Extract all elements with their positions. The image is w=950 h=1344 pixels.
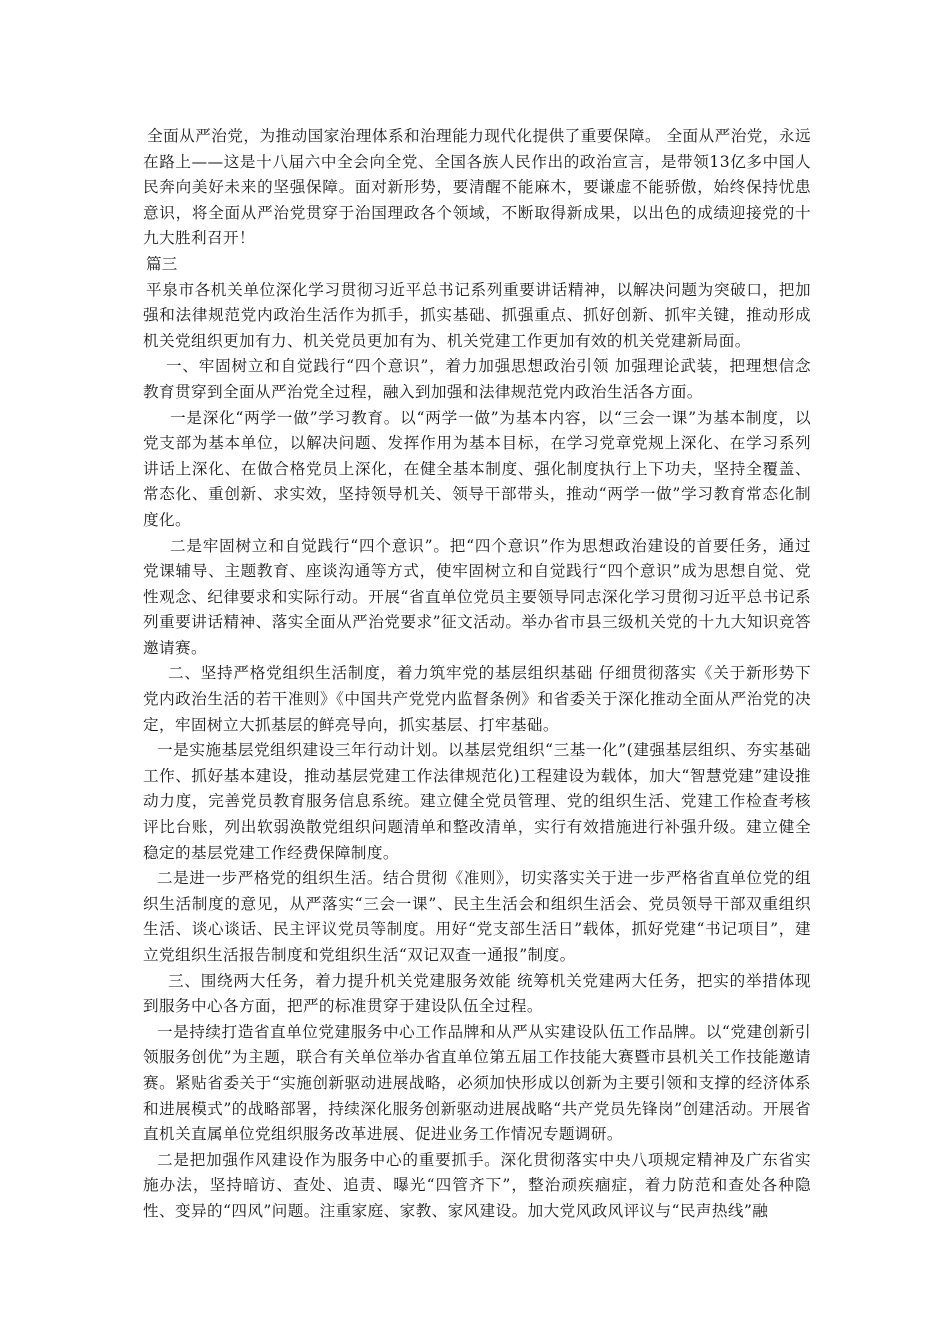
section-heading: 一、牢固树立和自觉践行“四个意识”，着力加强思想政治引领 加强理论武装，把理想信念教育贯穿到全面从严治党全过程，融入到加强和法律规范党内政治生活各方面。 <box>143 357 811 401</box>
paragraph: 平泉市各机关单位深化学习贯彻习近平总书记系列重要讲话精神，以解决问题为突破口，把加强和法律规范党内政治生活作为抓手，抓实基础、抓强重点、抓好创新、抓牢关键，推动形成机关党组织更加有力、机关党员更加有为、机关党建工作更加有效的机关党建新局面。 <box>143 280 811 350</box>
document-body <box>143 124 811 1225</box>
paragraph: 二是进一步严格党的组织生活。结合贯彻《准则》，切实落实关于进一步严格省直单位党的组织生活制度的意见，从严落实“三会一课”、民主生活会和组织生活会、党员领导干部双重组织生活、谈心谈话、民主评议党员等制度。用好“党支部生活日”载体，抓好党建“书记项目”，建立党组织生活报告制度和党组织生活“双记双查一通报”制度。 <box>143 869 811 964</box>
paragraph: 一是实施基层党组织建设三年行动计划。以基层党组织“三基一化”(建强基层组织、夯实基础工作、抓好基本建设，推动基层党建工作法律规范化)工程建设为载体，加大“智慧党建”建设推动力度，完善党员教育服务信息系统。建立健全党员管理、党的组织生活、党建工作检查考核评比台账，列出软弱涣散党组织问题清单和整改清单，实行有效措施进行补强升级。建立健全稳定的基层党建工作经费保障制度。 <box>143 741 811 862</box>
section-heading: 二、坚持严格党组织生活制度，着力筑牢党的基层组织基础 仔细贯彻落实《关于新形势下党内政治生活的若干准则》《中国共产党党内监督条例》和省委关于深化推动全面从严治党的决定，牢固树立大抓基层的鲜亮导向，抓实基层、打牢基础。 <box>143 664 811 734</box>
paragraph: 全面从严治党，为推动国家治理体系和治理能力现代化提供了重要保障。 全面从严治党，永远在路上——这是十八届六中全会向全党、全国各族人民作出的政治宣言，是带领13亿多中国人民奔向美好未来的坚强保障。面对新形势，要清醒不能麻木，要谦虚不能骄傲，始终保持忧患意识，将全面从严治党贯穿于治国理政各个领域，不断取得新成果，以出色的成绩迎接党的十九大胜利召开！ <box>143 127 811 248</box>
paragraph: 二是把加强作风建设作为服务中心的重要抓手。深化贯彻落实中央八项规定精神及广东省实施办法，坚持暗访、查处、追责、曝光“四管齐下”，整治顽疾痼症，着力防范和查处各种隐性、变异的“四风”问题。注重家庭、家教、家风建设。加大党风政风评议与“民声热线”融 <box>143 1150 811 1220</box>
paragraph: 二是牢固树立和自觉践行“四个意识”。把“四个意识”作为思想政治建设的首要任务，通过党课辅导、主题教育、座谈沟通等方式，使牢固树立和自觉践行“四个意识”成为思想自觉、党性观念、纪律要求和实际行动。开展“省直单位党员主要领导同志深化学习贯彻习近平总书记系列重要讲话精神、落实全面从严治党要求”征文活动。举办省市县三级机关党的十九大知识竞答邀请赛。 <box>143 536 811 657</box>
paragraph: 一是持续打造省直单位党建服务中心工作品牌和从严从实建设队伍工作品牌。以“党建创新引领服务创优”为主题，联合有关单位举办省直单位第五届工作技能大赛暨市县机关工作技能邀请赛。紧贴省委关于“实施创新驱动进展战略，必须加快形成以创新为主要引领和支撑的经济体系和进展模式”的战略部署，持续深化服务创新驱动进展战略“共产党员先锋岗”创建活动。开展省直机关直属单位党组织服务改革进展、促进业务工作情况专题调研。 <box>143 1022 811 1144</box>
section-label: 篇三 <box>146 254 178 273</box>
section-heading: 三、围绕两大任务，着力提升机关党建服务效能 统筹机关党建两大任务，把实的举措体现到服务中心各方面，把严的标准贯穿于建设队伍全过程。 <box>143 971 811 1016</box>
paragraph: 一是深化“两学一做”学习教育。以“两学一做”为基本内容，以“三会一课”为基本制度，以党支部为基本单位，以解决问题、发挥作用为基本目标，在学习党章党规上深化、在学习系列讲话上深化、在做合格党员上深化，在健全基本制度、强化制度执行上下功夫，坚持全覆盖、常态化、重创新、求实效，坚持领导机关、领导干部带头，推动“两学一做”学习教育常态化制度化。 <box>143 408 811 529</box>
